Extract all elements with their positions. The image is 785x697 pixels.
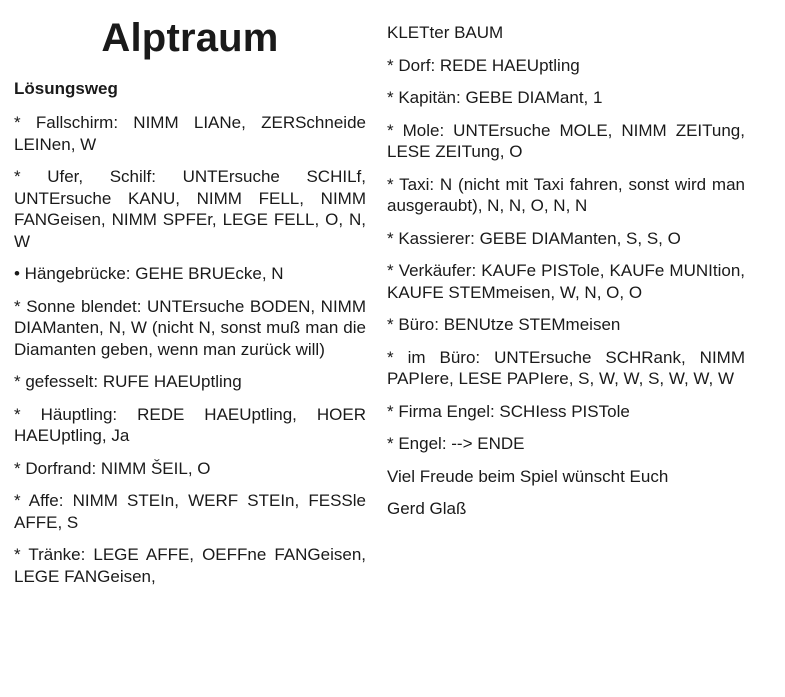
right-walkthrough-list	[387, 22, 745, 531]
walkthrough-step: * Dorfrand: NIMM ŠEIL, O	[14, 458, 211, 478]
walkthrough-step: * Engel: --> ENDE	[387, 434, 525, 453]
walkthrough-step: * Sonne blendet: UNTErsuche BODEN, NIMM DIAManten, N, W (nicht N, sonst muß man die Diamanten geben, wenn man zurück will)	[14, 296, 366, 359]
walkthrough-step: * Häuptling: REDE HAEUptling, HOER HAEUptling, Ja	[14, 404, 366, 445]
walkthrough-step: * im Büro: UNTErsuche SCHRank, NIMM PAPIere, LESE PAPIere, S, W, W, S, W, W, W	[387, 347, 745, 388]
left-walkthrough-list	[14, 112, 366, 598]
walkthrough-step: * Affe: NIMM STEIn, WERF STEIn, FESSle AFFE, S	[14, 491, 366, 532]
walkthrough-step: * Dorf: REDE HAEUptling	[387, 55, 580, 75]
walkthrough-step: • Hängebrücke: GEHE BRUEcke, N	[14, 264, 284, 283]
walkthrough-step: * Mole: UNTErsuche MOLE, NIMM ZEITung, LESE ZEITung, O	[387, 120, 745, 161]
walkthrough-step: * Kapitän: GEBE DIAMant, 1	[387, 88, 603, 107]
walkthrough-step: * Ufer, Schilf: UNTErsuche SCHILf, UNTErsuche KANU, NIMM FELL, NIMM FANGeisen, NIMM SPFEr, LEGE FELL, O, N, W	[14, 167, 366, 251]
walkthrough-step: KLETter BAUM	[387, 23, 504, 42]
walkthrough-step: * Fallschirm: NIMM LIANe, ZERSchneide LEINen, W	[14, 113, 366, 154]
walkthrough-step: * Taxi: N (nicht mit Taxi fahren, sonst wird man ausgeraubt), N, N, O, N, N	[387, 174, 745, 215]
walkthrough-step: * Verkäufer: KAUFe PISTole, KAUFe MUNItion, KAUFE STEMmeisen, W, N, O, O	[387, 261, 745, 302]
walkthrough-step: * gefesselt: RUFE HAEUptling	[14, 372, 242, 391]
walkthrough-step: * Tränke: LEGE AFFE, OEFFne FANGeisen, LEGE FANGeisen,	[14, 545, 366, 586]
walkthrough-step: * Büro: BENUtze STEMmeisen	[387, 315, 621, 334]
walkthrough-step: * Kassierer: GEBE DIAManten, S, S, O	[387, 228, 681, 248]
walkthrough-step: * Firma Engel: SCHIess PISTole	[387, 401, 630, 421]
page-title: Alptraum	[101, 16, 279, 60]
closing-line: Viel Freude beim Spiel wünscht Euch	[387, 466, 669, 486]
author-signature: Gerd Glaß	[387, 499, 467, 518]
section-heading: Lösungsweg	[14, 79, 118, 98]
